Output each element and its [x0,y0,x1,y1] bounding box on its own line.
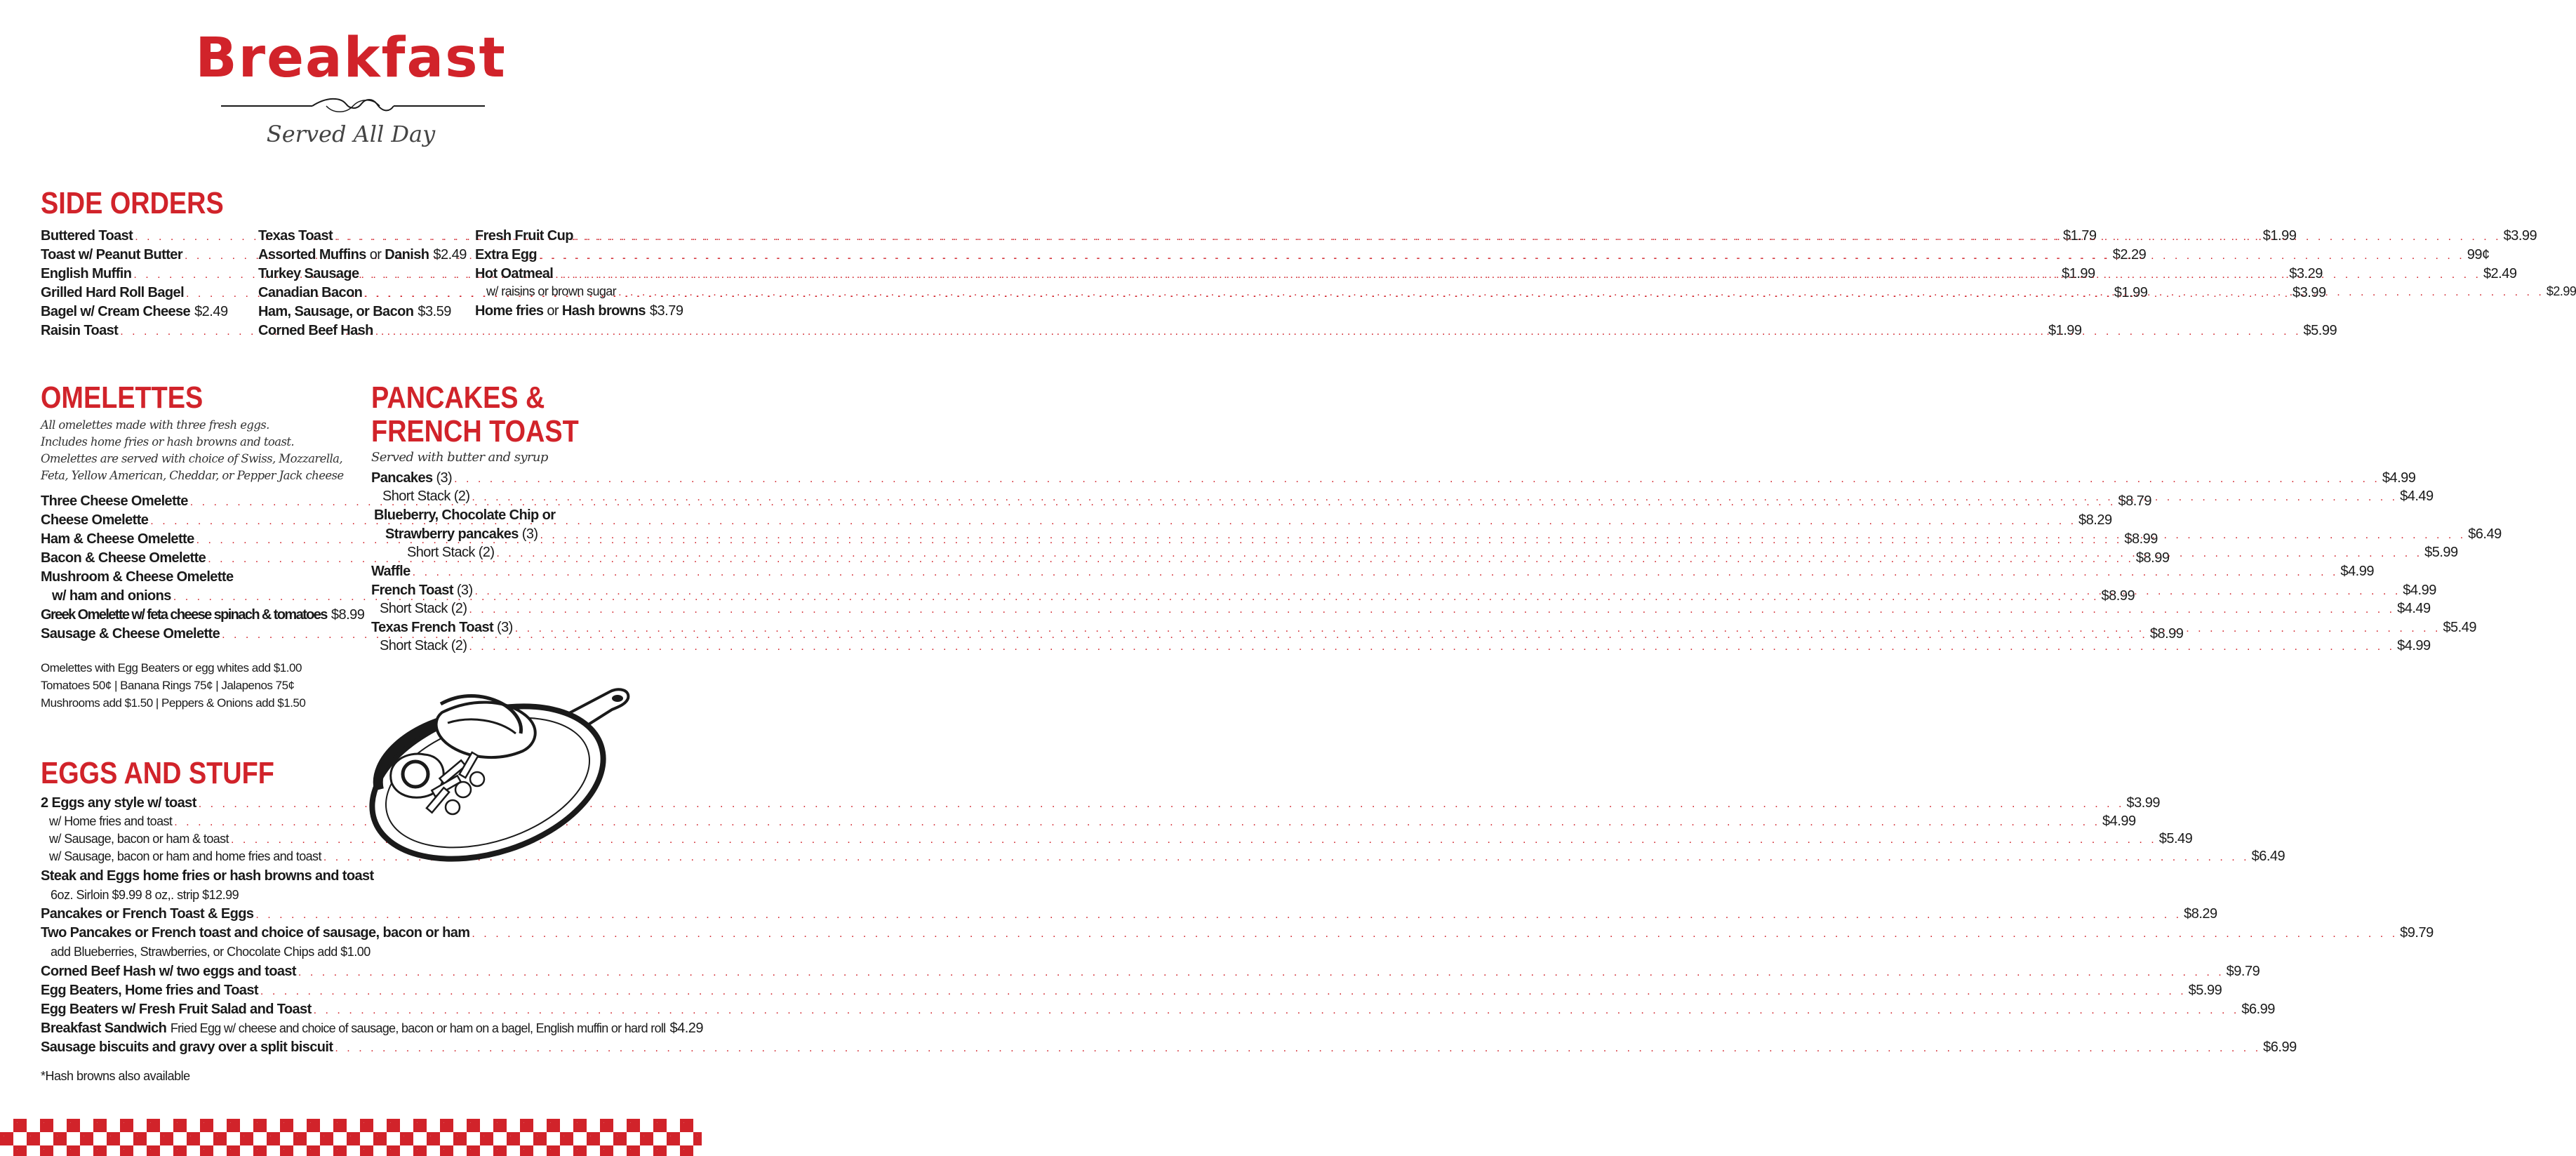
menu-item: Two Pancakes or French toast and choice of sausage, bacon or ham . . . $9.79 [41,926,660,943]
omelette-addon: Omelettes with Egg Beaters or egg whites add $1.00 [41,661,302,675]
menu-item: Short Stack (2) . . . $5.99 [407,545,658,562]
menu-item: Steak and Eggs home fries or hash browns and toast [41,868,374,884]
menu-item: Blueberry, Chocolate Chip or [374,507,556,523]
menu-item: Short Stack (2) . . . $4.49 [380,602,658,618]
menu-item: Mushroom & Cheese Omelette [41,569,234,585]
menu-subtitle: Served All Day [266,121,436,147]
menu-item: 2 Eggs any style w/ toast . . . $3.99 [41,796,660,813]
menu-item: Bagel w/ Cream Cheese $2.49 [41,304,228,319]
menu-item: Hot Oatmeal . . . $2.49 [475,267,658,284]
ornament-divider-icon [221,95,485,117]
menu-item: Pancakes (3) . . . $4.99 [371,471,658,488]
menu-item: Greek Omelette w/ feta cheese spinach & tomatoes $8.99 [41,607,365,623]
menu-item: Fresh Fruit Cup . . . $3.99 [475,229,658,246]
menu-item: Extra Egg . . . 99¢ [475,248,658,265]
pancakes-heading-line2: FRENCH TOAST [371,414,579,449]
menu-item: Texas Toast . . . $1.99 [258,229,442,246]
menu-item: Strawberry pancakes (3) . . . $6.49 [385,527,658,544]
menu-item: Pancakes or French Toast & Eggs . . . $8.29 [41,907,660,924]
checkered-border [0,1119,702,1156]
menu-item: French Toast (3) . . . $4.99 [371,583,658,600]
menu-item: Short Stack (2) . . . $4.49 [382,489,658,506]
menu-item: Short Stack (2) . . . $4.99 [380,639,658,656]
menu-item: Buttered Toast . . . $1.79 [41,229,225,246]
omelette-addon: Mushrooms add $1.50 | Peppers & Onions add $1.50 [41,696,306,710]
menu-item: Corned Beef Hash . . . $5.99 [258,324,442,340]
menu-item: Canadian Bacon . . . $3.99 [258,286,442,303]
omelette-addon: Tomatoes 50¢ | Banana Rings 75¢ | Jalapenos 75¢ [41,679,295,692]
menu-item: w/ raisins or brown sugar . . . $2.99 [486,285,658,302]
menu-item: Sausage biscuits and gravy over a split biscuit . . . $6.99 [41,1040,660,1057]
menu-item: Home fries or Hash browns $3.79 [475,303,683,319]
menu-item: Cheese Omelette . . . $8.29 [41,513,328,530]
menu-item: Waffle . . . $4.99 [371,564,658,581]
menu-item: w/ Home fries and toast . . . $4.99 [49,814,660,831]
pancake-addon: add Blueberries, Strawberries, or Chocolate Chips add $1.00 [51,945,371,959]
pancakes-heading-line1: PANCAKES & [371,380,545,415]
eggs-heading: EGGS AND STUFF [41,756,274,790]
menu-item: w/ ham and onions . . . $8.99 [52,589,328,606]
menu-item: Breakfast Sandwich Fried Egg w/ cheese and choice of sausage, bacon or ham on a bagel, English muffin or hard roll $4.29 [41,1021,704,1036]
menu-item: English Muffin . . . $1.99 [41,267,225,284]
menu-item: Ham & Cheese Omelette . . . $8.99 [41,532,328,549]
menu-item: Egg Beaters w/ Fresh Fruit Salad and Toast . . . $6.99 [41,1002,660,1019]
omelettes-heading: OMELETTES [41,380,203,415]
menu-item: Three Cheese Omelette . . . $8.79 [41,494,328,511]
menu-item: Texas French Toast (3) . . . $5.49 [371,620,658,637]
menu-item: Assorted Muffins or Danish $2.49 [258,247,467,263]
menu-item: Sausage & Cheese Omelette . . . $8.99 [41,627,328,644]
menu-item: w/ Sausage, bacon or ham & toast . . . $5.49 [49,832,660,849]
menu-title: Breakfast [195,27,507,90]
menu-item: w/ Sausage, bacon or ham and home fries and toast . . . $6.49 [49,849,660,866]
menu-item: Ham, Sausage, or Bacon $3.59 [258,304,451,319]
menu-item: Raisin Toast . . . $1.99 [41,324,225,340]
omelettes-notes: All omelettes made with three fresh eggs. Includes home fries or hash browns and toast. Omelettes are served with choice of Swiss, Mozzarella, Feta, Yellow American, Cheddar, or Pepper Jack cheese [41,418,344,482]
menu-item: Egg Beaters, Home fries and Toast . . . $5.99 [41,983,660,1000]
skillet-illustration-icon [365,684,642,860]
pancakes-note: Served with butter and syrup [371,450,548,465]
menu-item: Toast w/ Peanut Butter . . . $2.29 [41,248,225,265]
footnote: *Hash browns also available [41,1069,190,1083]
menu-item: Grilled Hard Roll Bagel . . . $1.99 [41,286,225,303]
menu-item: Bacon & Cheese Omelette . . . $8.99 [41,551,328,568]
menu-item: Turkey Sausage . . . $3.29 [258,267,442,284]
menu-item: Corned Beef Hash w/ two eggs and toast . . . $9.79 [41,964,660,981]
steak-options: 6oz. Sirloin $9.99 8 oz,. strip $12.99 [51,888,239,902]
side-orders-heading: SIDE ORDERS [41,186,224,220]
